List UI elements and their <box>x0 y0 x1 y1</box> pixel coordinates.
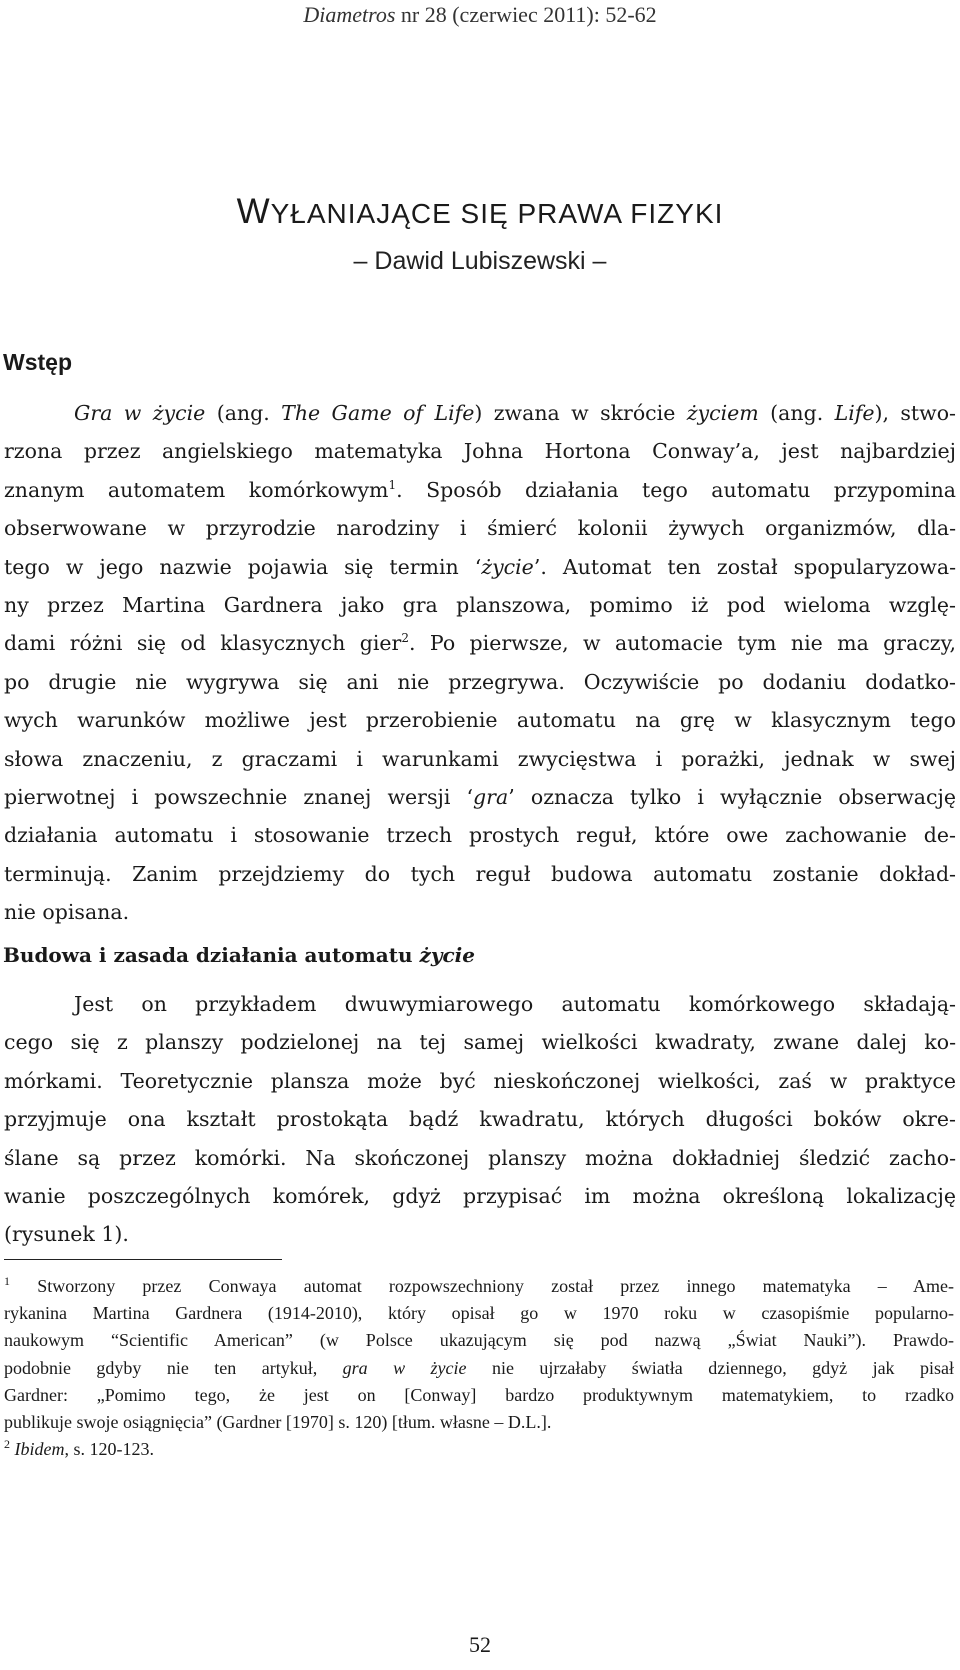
text-line: po drugie nie wygrywa się ani nie przegrywa. Oczywiście po dodaniu dodatko- <box>4 669 956 694</box>
text-line: wanie poszczególnych komórek, gdyż przypisać im można określoną lokalizację <box>4 1183 956 1208</box>
footnote-ref-2[interactable]: 2 <box>401 631 409 646</box>
build-paragraph <box>4 985 956 1254</box>
journal-header <box>0 2 960 28</box>
footnote-ref-1[interactable]: 1 <box>388 477 397 492</box>
section-heading-intro: Wstęp <box>3 349 72 375</box>
article-author: – Dawid Lubiszewski – <box>353 247 607 275</box>
text-line: ślane są przez komórki. Na skończonej planszy można dokładniej śledzić zacho- <box>4 1145 956 1170</box>
text-line: znanym automatem komórkowym$^1$. Sposób działania tego automatu przypomina <box>4 477 956 502</box>
footnote-2 <box>4 1436 954 1463</box>
page-number: 52 <box>469 1632 491 1657</box>
footnote-line: publikuje swoje osiągnięcia” (Gardner [1970] s. 120) [tłum. własne – D.L.]. <box>4 1411 552 1432</box>
text-line: wych warunków możliwe jest przerobienie automatu na grę w klasycznym tego <box>4 708 956 733</box>
text-line: ny przez Martina Gardnera jako gra planszowa, pomimo iż pod wieloma wzglę- <box>4 592 956 617</box>
text-line: (rysunek 1). <box>4 1222 129 1247</box>
footnote-marker-1: 1 <box>4 1274 10 1288</box>
text-line: Gra w życie (ang. The Game of Life) zwana w skrócie życiem (ang. Life), stwo- <box>74 401 956 425</box>
text-line: przyjmuje ona kształt prostokąta bądź kwadratu, których długości boków okre- <box>4 1107 956 1132</box>
footnote-line: $^2$ Ibidem, s. 120-123. <box>4 1437 154 1459</box>
article-title-rest: YŁANIAJĄCE SIĘ PRAWA FIZYKI <box>270 198 724 229</box>
text-line: terminują. Zanim przejdziemy do tych reguł budowa automatu zostanie dokład- <box>4 861 956 886</box>
text-line: Jest on przykładem dwuwymiarowego automatu komórkowego składają- <box>74 992 956 1016</box>
footnote-line: Gardner: „Pomimo tego, że jest on [Conway] bardzo produktywnym matematykiem, to rzadko <box>4 1384 954 1405</box>
text-line: mórkami. Teoretycznie plansza może być nieskończonej wielkości, zaś w praktyce <box>4 1068 956 1093</box>
article-title-initial: W <box>236 192 271 231</box>
text-line: nie opisana. <box>4 900 130 925</box>
text-line: dami różni się od klasycznych gier$^2$. Po pierwsze, w automacie tym nie ma graczy, <box>4 631 956 656</box>
footnote-marker-2: 2 <box>4 1437 10 1451</box>
text-line: działania automatu i stosowanie trzech prostych reguł, które owe zachowanie de- <box>4 823 956 848</box>
footnote-line: $^1$ Stworzony przez Conwaya automat rozpowszechniony został przez innego matematyka – Ame- <box>4 1274 954 1296</box>
section-heading-build: Budowa i zasada działania automatu życie <box>3 943 475 967</box>
text-line: rzona przez angielskiego matematyka Johna Hortona Conway’a, jest najbardziej <box>4 439 956 464</box>
footnote-line: naukowym “Scientific American” (w Polsce ukazującym się pod nazwą „Świat Nauki”). Prawdo- <box>4 1330 954 1351</box>
text-line: tego w jego nazwie pojawia się termin ‘życie’. Automat ten został spopularyzowa- <box>4 554 956 579</box>
text-line: obserwowane w przyrodzie narodziny i śmierć kolonii żywych organizmów, dla- <box>4 516 956 541</box>
footnote-1 <box>4 1273 954 1436</box>
footnote-line: podobnie gdyby nie ten artykuł, gra w życie nie ujrzałaby światła dziennego, gdyż jak pisał <box>4 1357 954 1378</box>
footnote-divider <box>4 1259 282 1260</box>
footnote-line: rykanina Martina Gardnera (1914-2010), który opisał go w 1970 roku w czasopiśmie popularno- <box>4 1303 954 1324</box>
intro-paragraph <box>4 394 956 931</box>
article-title <box>0 192 960 232</box>
text-line: cego się z planszy podzielonej na tej samej wielkości kwadraty, zwane dalej ko- <box>4 1030 956 1055</box>
issue-info: nr 28 (czerwiec 2011): 52-62 <box>395 2 657 27</box>
journal-name: Diametros <box>303 2 396 27</box>
text-line: pierwotnej i powszechnie znanej wersji ‘gra’ oznacza tylko i wyłącznie obserwację <box>4 784 956 809</box>
text-line: słowa znaczeniu, z graczami i warunkami zwycięstwa i porażki, jednak w swej <box>4 746 956 771</box>
